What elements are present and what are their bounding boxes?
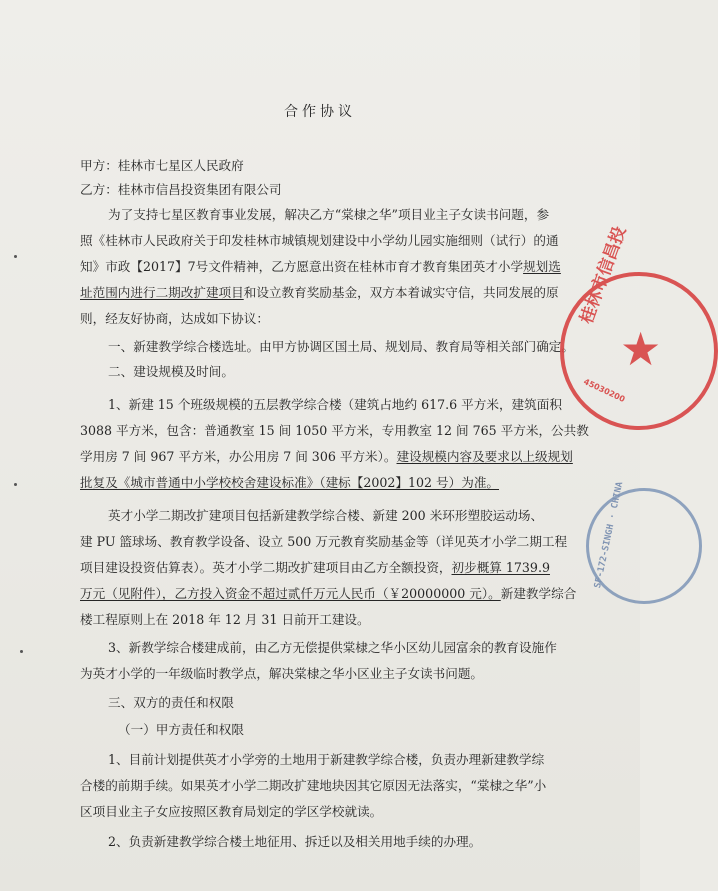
paragraph-line: 万元（见附件），乙方投入资金不超过贰仟万元人民币（￥20000000 元）。新建教学综合 bbox=[80, 586, 577, 601]
paragraph-line: 区项目业主子女应按照区教育局划定的学区学校就读。 bbox=[80, 804, 383, 819]
paragraph-line: 1、目前计划提供英才小学旁的土地用于新建教学综合楼，负责办理新建教学综 bbox=[108, 752, 545, 767]
section-heading: 三、双方的责任和权限 bbox=[108, 695, 234, 710]
blue-stamp-text: SF-172-SINGH · CHINA bbox=[593, 480, 626, 590]
party-a: 甲方：桂林市七星区人民政府 bbox=[80, 158, 244, 173]
paragraph-line: 知》市政【2017】7号文件精神，乙方愿意出资在桂林市育才教育集团英才小学规划选 bbox=[80, 259, 561, 274]
paragraph-line: 则，经友好协商，达成如下协议： bbox=[80, 311, 269, 326]
paragraph-line: 址范围内进行二期改扩建项目和设立教育奖励基金，双方本着诚实守信，共同发展的原 bbox=[80, 285, 559, 300]
paragraph-line: 为英才小学的一年级临时教学点，解决棠棣之华小区业主子女读书问题。 bbox=[80, 666, 483, 681]
paragraph-line: 项目建设投资估算表）。英才小学二期改扩建项目由乙方全额投资，初步概算 1739.9 bbox=[80, 560, 550, 575]
seal-star-icon: ★ bbox=[620, 322, 662, 376]
paragraph-line: 楼工程原则上在 2018 年 12 月 31 日前开工建设。 bbox=[80, 612, 370, 627]
subsection-heading: （一）甲方责任和权限 bbox=[118, 722, 244, 737]
paragraph-line: 批复及《城市普通中小学校校舍建设标准》（建标【2002】102 号）为准。 bbox=[80, 475, 500, 490]
paragraph-line: 学用房 7 间 967 平方米，办公用房 7 间 306 平方米）。建设规模内容及要求以上级规划 bbox=[80, 449, 573, 464]
paragraph-line: 2、负责新建教学综合楼土地征用、拆迁以及相关用地手续的办理。 bbox=[108, 834, 482, 849]
paragraph-line: 1、新建 15 个班级规模的五层教学综合楼（建筑占地约 617.6 平方米，建筑面积 bbox=[108, 397, 562, 412]
blue-stamp-icon bbox=[586, 480, 702, 604]
section-heading: 二、建设规模及时间。 bbox=[108, 364, 234, 379]
document-title: 合作协议 bbox=[284, 104, 356, 120]
seal-code: 45030200 bbox=[582, 377, 627, 404]
paragraph-line: 为了支持七星区教育事业发展，解决乙方“棠棣之华”项目业主子女读书问题，参 bbox=[108, 207, 550, 222]
paragraph-line: 3088 平方米，包含：普通教室 15 间 1050 平方米，专用教室 12 间 765 平方米，公共教 bbox=[80, 423, 589, 438]
scan-dot bbox=[14, 255, 17, 258]
paragraph-line: 合楼的前期手续。如果英才小学二期改扩建地块因其它原因无法落实，“棠棣之华”小 bbox=[80, 778, 547, 793]
scan-dot bbox=[20, 650, 23, 653]
section-heading: 一、新建教学综合楼选址。由甲方协调区国土局、规划局、教育局等相关部门确定。 bbox=[108, 339, 574, 354]
paragraph-line: 3、新教学综合楼建成前，由乙方无偿提供棠棣之华小区幼儿园富余的教育设施作 bbox=[108, 640, 557, 655]
paragraph-line: 建 PU 篮球场、教育教学设备、设立 500 万元教育奖励基金等（详见英才小学二期工程 bbox=[80, 534, 568, 549]
seal-text: 桂林市信昌投 bbox=[576, 223, 631, 327]
company-seal-icon bbox=[560, 223, 718, 430]
paragraph-line: 照《桂林市人民政府关于印发桂林市城镇规划建设中小学幼儿园实施细则（试行）的通 bbox=[80, 233, 559, 248]
scan-dot bbox=[14, 483, 17, 486]
paragraph-line: 英才小学二期改扩建项目包括新建教学综合楼、新建 200 米环形塑胶运动场、 bbox=[108, 508, 544, 523]
party-b: 乙方：桂林市信昌投资集团有限公司 bbox=[80, 182, 282, 197]
